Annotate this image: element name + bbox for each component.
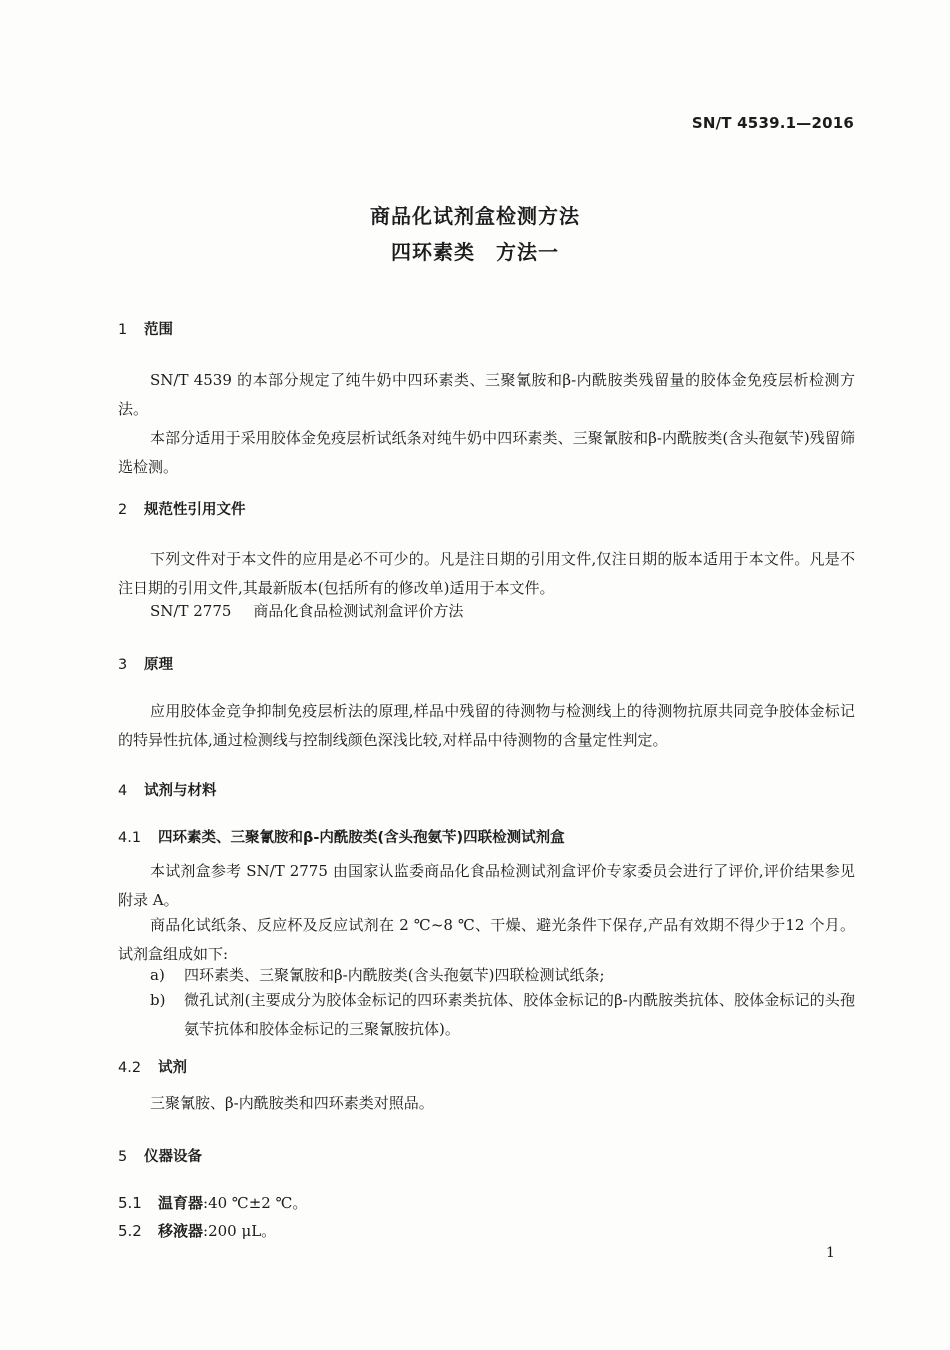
item-value: :40 ℃±2 ℃。: [203, 1194, 308, 1212]
section-title: 规范性引用文件: [144, 502, 246, 518]
section-title: 范围: [144, 322, 173, 338]
section-title: 试剂与材料: [144, 783, 217, 799]
list-marker: a): [150, 966, 165, 984]
subsection-4-1-paragraph-2: 商品化试纸条、反应杯及反应试剂在 2 ℃~8 ℃、干燥、避光条件下保存,产品有效期不得少于12 个月。试剂盒组成如下:: [118, 916, 855, 963]
list-marker: b): [150, 991, 166, 1009]
item-value: :200 μL。: [203, 1222, 277, 1240]
reference-title: 商品化食品检测试剂盒评价方法: [253, 602, 464, 620]
page-number: 1: [826, 1245, 835, 1261]
section-number: 2: [118, 502, 128, 518]
section-number: 4: [118, 783, 128, 799]
subsection-4-1-heading: [118, 826, 565, 847]
subsection-title: 试剂: [158, 1060, 187, 1076]
subsection-number: 4.2: [118, 1060, 142, 1076]
item-number: 5.2: [118, 1222, 142, 1240]
section-1-paragraph-2: 本部分适用于采用胶体金免疫层析试纸条对纯牛奶中四环素类、三聚氰胺和β-内酰胺类(含头孢氨苄)残留筛选检测。: [118, 429, 855, 476]
normative-reference: [150, 600, 463, 621]
subsection-4-2-paragraph-1: 三聚氰胺、β-内酰胺类和四环素类对照品。: [150, 1094, 434, 1112]
list-text: 四环素类、三聚氰胺和β-内酰胺类(含头孢氨苄)四联检测试纸条;: [184, 966, 605, 984]
section-number: 5: [118, 1149, 128, 1165]
section-4-heading: [118, 779, 217, 800]
list-text: 微孔试剂(主要成分为胶体金标记的四环素类抗体、胶体金标记的β-内酰胺类抗体、胶体金标记的头孢氨苄抗体和胶体金标记的三聚氰胺抗体)。: [184, 991, 855, 1038]
subsection-4-1-paragraph-1: 本试剂盒参考 SN/T 2775 由国家认监委商品化食品检测试剂盒评价专家委员会进行了评价,评价结果参见附录 A。: [118, 862, 855, 909]
reference-code: SN/T 2775: [150, 602, 232, 620]
section-1-paragraph-1: SN/T 4539 的本部分规定了纯牛奶中四环素类、三聚氰胺和β-内酰胺类残留量的胶体金免疫层析检测方法。: [118, 371, 855, 418]
section-title: 原理: [144, 657, 173, 673]
item-label: 温育器: [158, 1194, 204, 1212]
document-subtitle: 四环素类 方法一: [391, 240, 559, 264]
section-number: 3: [118, 657, 128, 673]
item-number: 5.1: [118, 1194, 142, 1212]
document-title: 商品化试剂盒检测方法: [370, 204, 580, 228]
section-number: 1: [118, 322, 128, 338]
section-2-heading: [118, 498, 246, 519]
equipment-item-5-2: [118, 1220, 276, 1241]
subsection-number: 4.1: [118, 830, 142, 846]
item-label: 移液器: [158, 1222, 204, 1240]
section-title: 仪器设备: [144, 1149, 202, 1165]
standard-code: SN/T 4539.1—2016: [691, 114, 854, 132]
section-2-paragraph-1: 下列文件对于本文件的应用是必不可少的。凡是注日期的引用文件,仅注日期的版本适用于本文件。凡是不注日期的引用文件,其最新版本(包括所有的修改单)适用于本文件。: [118, 550, 855, 597]
section-3-heading: [118, 653, 173, 674]
equipment-item-5-1: [118, 1192, 307, 1213]
subsection-4-2-heading: [118, 1056, 187, 1077]
subsection-title: 四环素类、三聚氰胺和β-内酰胺类(含头孢氨苄)四联检测试剂盒: [158, 830, 565, 846]
section-5-heading: [118, 1145, 202, 1166]
section-3-paragraph-1: 应用胶体金竞争抑制免疫层析法的原理,样品中残留的待测物与检测线上的待测物抗原共同竞争胶体金标记的特异性抗体,通过检测线与控制线颜色深浅比较,对样品中待测物的含量定性判定。: [118, 702, 855, 749]
list-item-b: [150, 986, 855, 1044]
section-1-heading: [118, 318, 173, 339]
